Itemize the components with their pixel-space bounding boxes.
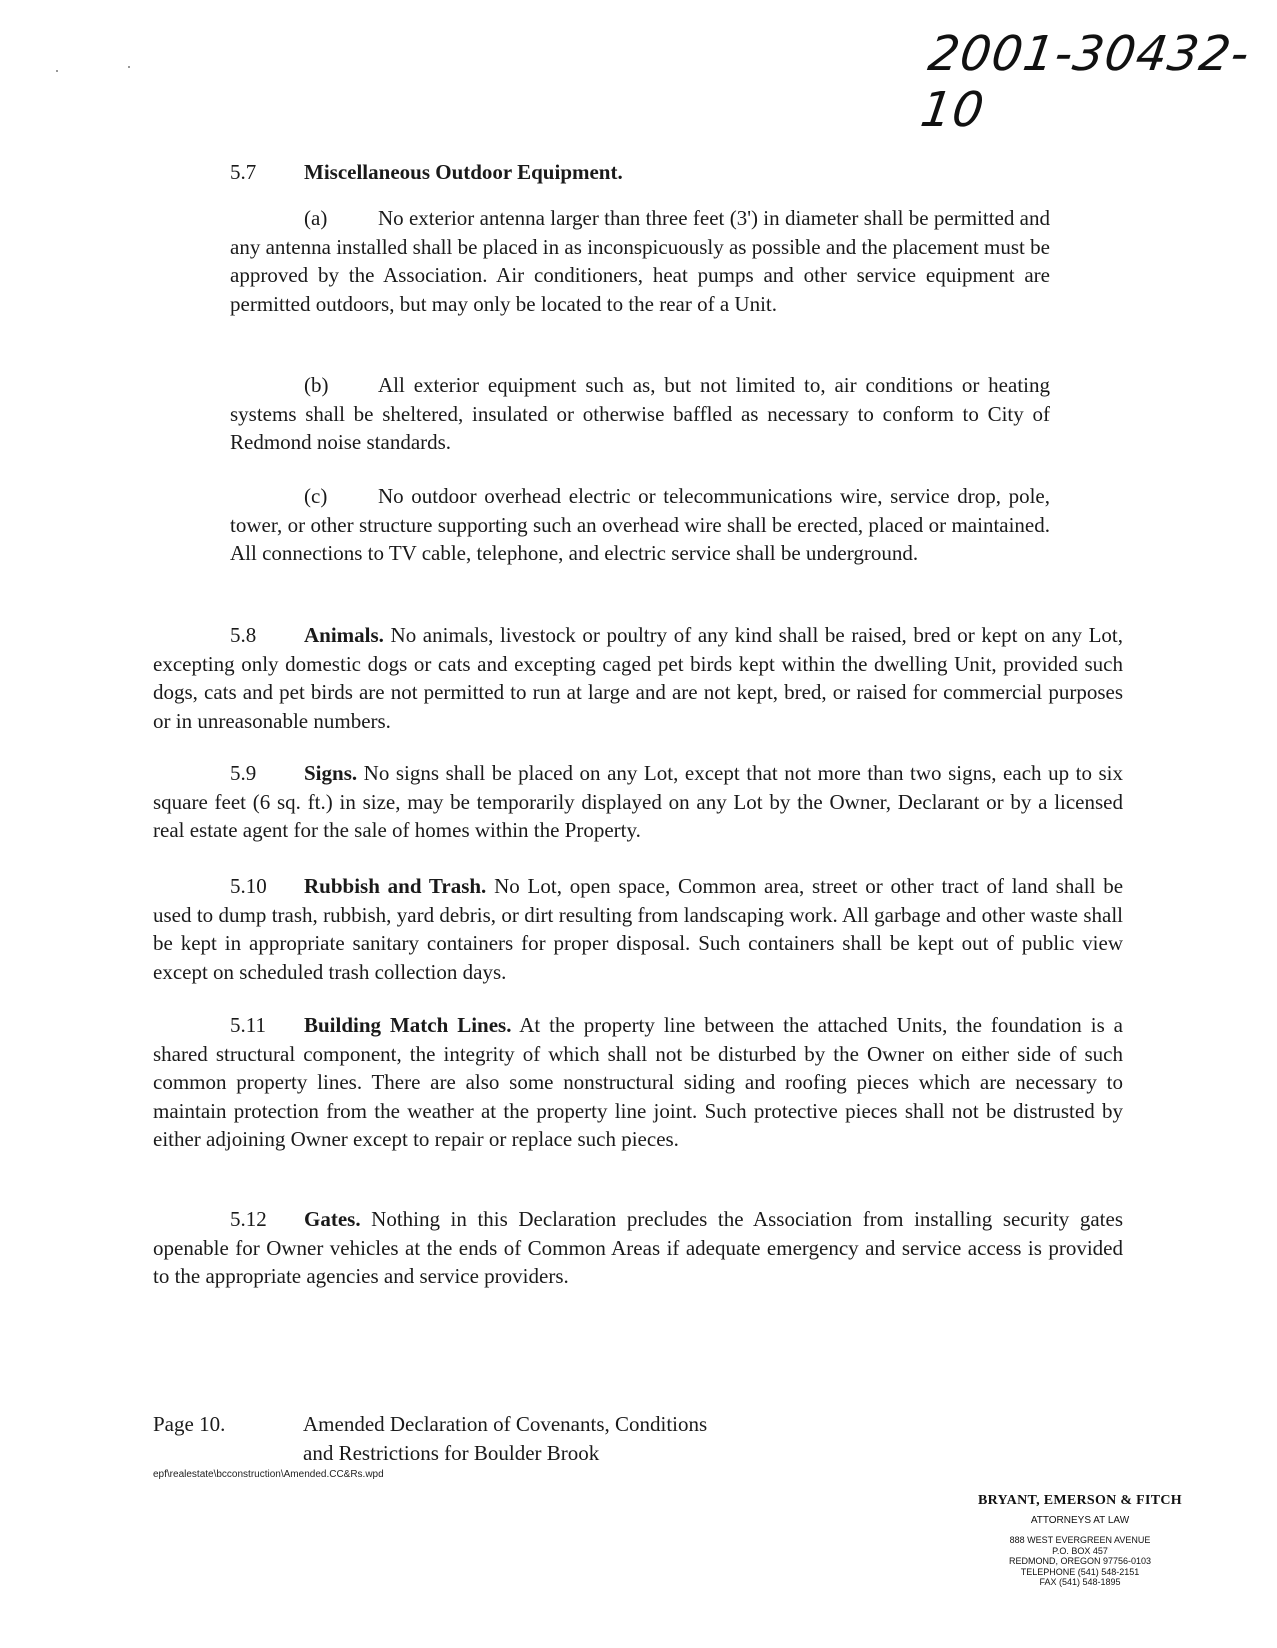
section-title: Rubbish and Trash.	[304, 874, 487, 898]
section-5-11	[153, 1011, 1123, 1154]
law-firm-block	[955, 1493, 1205, 1588]
section-text: No animals, livestock or poultry of any kind shall be raised, bred or kept on any Lot, excepting only domestic dogs or cats and excepting caged pet birds kept within the dwelling Unit, provided such dogs, cats and pet birds are not permitted to run at large and are not kept, bred, or raised for commercial purposes or in unreasonable numbers.	[153, 623, 1124, 733]
section-title: Building Match Lines.	[304, 1013, 512, 1037]
firm-subtitle: ATTORNEYS AT LAW	[1030, 1515, 1130, 1526]
scan-speck	[128, 66, 130, 68]
section-heading-5-7	[230, 158, 1080, 186]
section-text: Nothing in this Declaration precludes the Association from installing security gates openable for Owner vehicles at the ends of Common Areas if adequate emergency and service access is provided to the appropriate agencies and service providers.	[153, 1207, 1124, 1289]
firm-address-line: TELEPHONE (541) 548-2151	[1020, 1566, 1140, 1577]
footer-page-number: Page 10.	[153, 1412, 226, 1436]
subsection-a	[230, 204, 1050, 318]
handwritten-document-number: 2001-30432-10	[917, 26, 1254, 138]
subsection-label: (b)	[304, 373, 329, 397]
subsection-c	[230, 482, 1050, 568]
footer-document-title	[303, 1410, 803, 1468]
section-5-8	[153, 621, 1123, 735]
footer-file-path: epf\realestate\bcconstruction\Amended.CC&Rs.wpd	[153, 1469, 384, 1480]
firm-address-line: REDMOND, OREGON 97756-0103	[1008, 1556, 1152, 1566]
subsection-text: No outdoor overhead electric or telecommunications wire, service drop, pole, tower, or other structure supporting such an overhead wire shall be erected, placed or maintained. All connections to TV cable, telephone, and electric service shall be underground.	[230, 484, 1050, 566]
subsection-label: (a)	[304, 206, 328, 230]
firm-address-line: FAX (541) 548-1895	[1039, 1577, 1121, 1587]
section-number: 5.7	[230, 160, 257, 184]
section-text: No Lot, open space, Common area, street or other tract of land shall be used to dump trash, rubbish, yard debris, or dirt resulting from landscaping work. All garbage and other waste shall be kept in appropriate sanitary containers for proper disposal. Such containers shall be kept out of public view except on scheduled trash collection days.	[153, 874, 1124, 984]
subsection-text: No exterior antenna larger than three feet (3') in diameter shall be permitted and any antenna installed shall be placed in as inconspicuously as possible and the placement must be approved by the Association. Air conditioners, heat pumps and other service equipment are permitted outdoors, but may only be located to the rear of a Unit.	[230, 206, 1050, 316]
firm-address-line: 888 WEST EVERGREEN AVENUE	[1009, 1535, 1151, 1545]
section-5-10	[153, 872, 1123, 986]
subsection-text: All exterior equipment such as, but not limited to, air conditions or heating systems shall be sheltered, insulated or otherwise baffled as necessary to conform to City of Redmond noise standards.	[230, 373, 1050, 455]
footer-title-line: and Restrictions for Boulder Brook	[303, 1441, 600, 1465]
firm-address-line: P.O. BOX 457	[1052, 1545, 1108, 1556]
section-number: 5.8	[230, 623, 257, 647]
subsection-b	[230, 371, 1050, 457]
section-title: Signs.	[304, 761, 358, 785]
section-number: 5.9	[230, 761, 257, 785]
firm-address	[955, 1535, 1205, 1588]
section-text: No signs shall be placed on any Lot, except that not more than two signs, each up to six square feet (6 sq. ft.) in size, may be temporarily displayed on any Lot by the Owner, Declarant or by a licensed real estate agent for the sale of homes within the Property.	[153, 761, 1124, 843]
footer-title-line: Amended Declaration of Covenants, Conditions	[303, 1412, 708, 1436]
section-title: Animals.	[304, 623, 384, 647]
subsection-label: (c)	[304, 484, 328, 508]
section-number: 5.10	[230, 874, 267, 898]
firm-name: BRYANT, EMERSON & FITCH	[978, 1493, 1182, 1508]
section-5-12	[153, 1205, 1123, 1291]
section-number: 5.12	[230, 1207, 267, 1231]
section-number: 5.11	[230, 1013, 266, 1037]
scan-speck	[56, 70, 58, 72]
section-5-9	[153, 759, 1123, 845]
section-title: Gates.	[304, 1207, 361, 1231]
section-text: At the property line between the attached Units, the foundation is a shared structural component, the integrity of which shall not be disturbed by the Owner on either side of such common property lines. There are also some nonstructural siding and roofing pieces which are necessary to maintain protection from the weather at the property line joint. Such protective pieces shall not be distrusted by either adjoining Owner except to repair or replace such pieces.	[153, 1013, 1123, 1152]
section-title: Miscellaneous Outdoor Equipment.	[304, 160, 623, 184]
